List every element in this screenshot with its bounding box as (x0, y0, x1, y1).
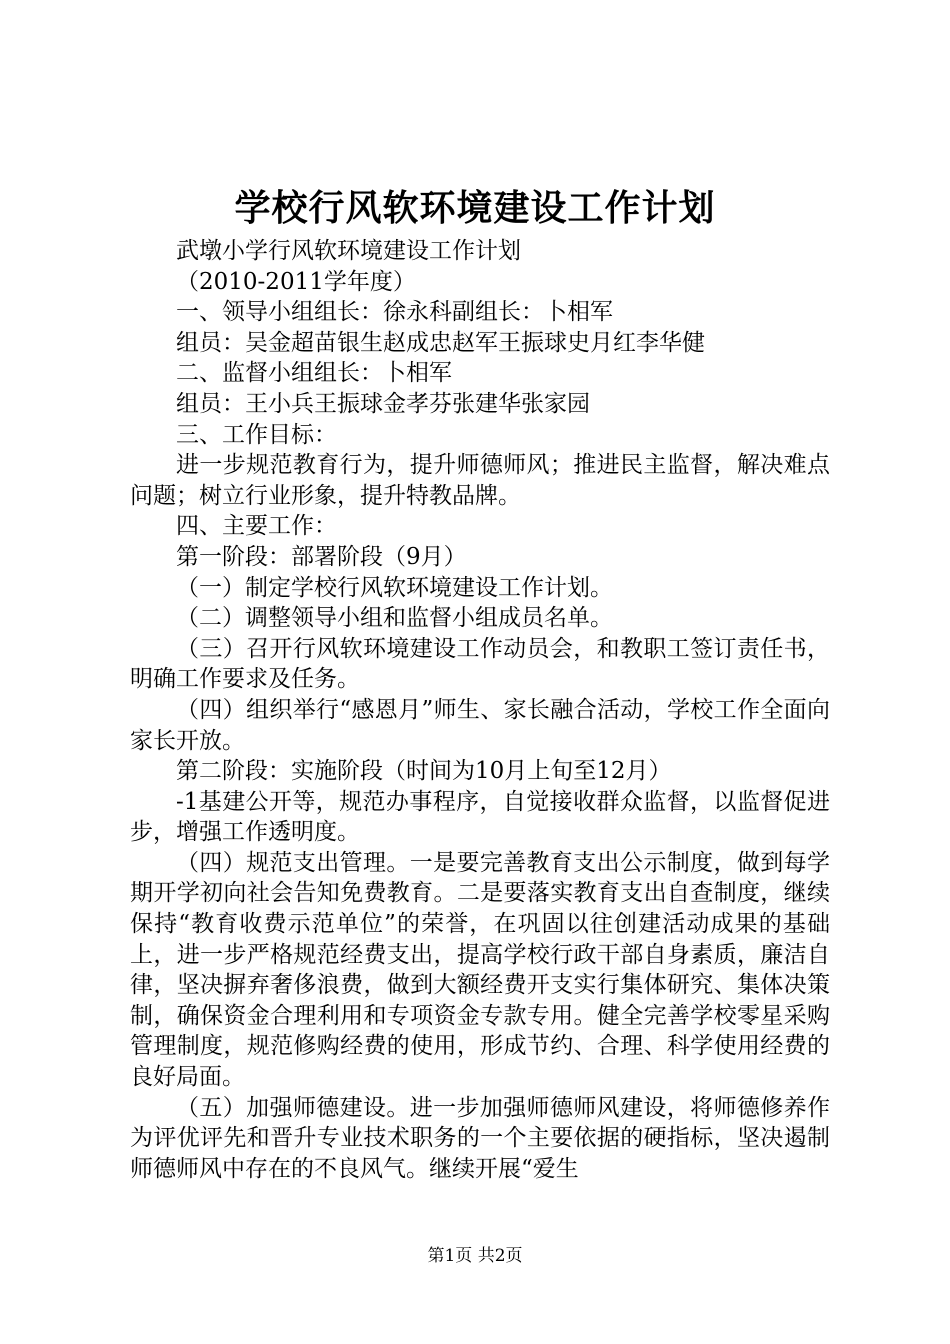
paragraph: 第二阶段：实施阶段（时间为10月上旬至12月） (176, 758, 672, 785)
paragraph: （四）组织举行“感恩月”师生、家长融合活动，学校工作全面向家长开放。 (130, 696, 830, 754)
page-footer: 第1页 共2页 (427, 1246, 523, 1266)
paragraph: （一）制定学校行风软环境建设工作计划。 (176, 574, 613, 601)
paragraph: 组员：吴金超苗银生赵成忠赵军王振球史月红李华健 (176, 329, 705, 356)
paragraph: 四、主要工作： (176, 513, 337, 540)
document-title: 学校行风软环境建设工作计划 (234, 187, 716, 229)
paragraph: （五）加强师德建设。进一步加强师德师风建设，将师德修养作为评优评先和晋升专业技术职务的一个主要依据的硬指标，坚决遏制师德师风中存在的不良风气。继续开展“爱生 (130, 1094, 830, 1182)
paragraph: 武墩小学行风软环境建设工作计划 (176, 238, 521, 264)
paragraph: （二）调整领导小组和监督小组成员名单。 (176, 605, 613, 632)
paragraph: 组员：王小兵王振球金孝芬张建华张家园 (176, 390, 590, 417)
paragraph: （三）召开行风软环境建设工作动员会，和教职工签订责任书，明确工作要求及任务。 (130, 635, 830, 693)
paragraph: 进一步规范教育行为，提升师德师风；推进民主监督，解决难点问题；树立行业形象，提升特教品牌。 (130, 452, 830, 509)
paragraph: 第一阶段：部署阶段（9月） (176, 543, 467, 570)
paragraph: 二、监督小组组长：卜相军 (176, 360, 452, 387)
paragraph: -1基建公开等，规范办事程序，自觉接收群众监督，以监督促进步，增强工作透明度。 (130, 788, 830, 846)
paragraph: 一、领导小组组长：徐永科副组长：卜相军 (176, 299, 613, 326)
paragraph: （2010-2011学年度） (176, 268, 416, 295)
document-body (130, 236, 830, 1184)
paragraph: 三、工作目标： (176, 421, 337, 448)
paragraph: （四）规范支出管理。一是要完善教育支出公示制度，做到每学期开学初向社会告知免费教育。二是要落实教育支出自查制度，继续保持“教育收费示范单位”的荣誉，在巩固以往创建活动成果的基础上，进一步严格规范经费支出，提高学校行政干部自身素质，廉洁自律，坚决摒弃奢侈浪费，做到大额经费开支实行集体研究、集体决策制，确保资金合理利用和专项资金专款专用。健全完善学校零星采购管理制度，规范修购经费的使用，形成节约、合理、科学使用经费的良好局面。 (130, 849, 830, 1091)
